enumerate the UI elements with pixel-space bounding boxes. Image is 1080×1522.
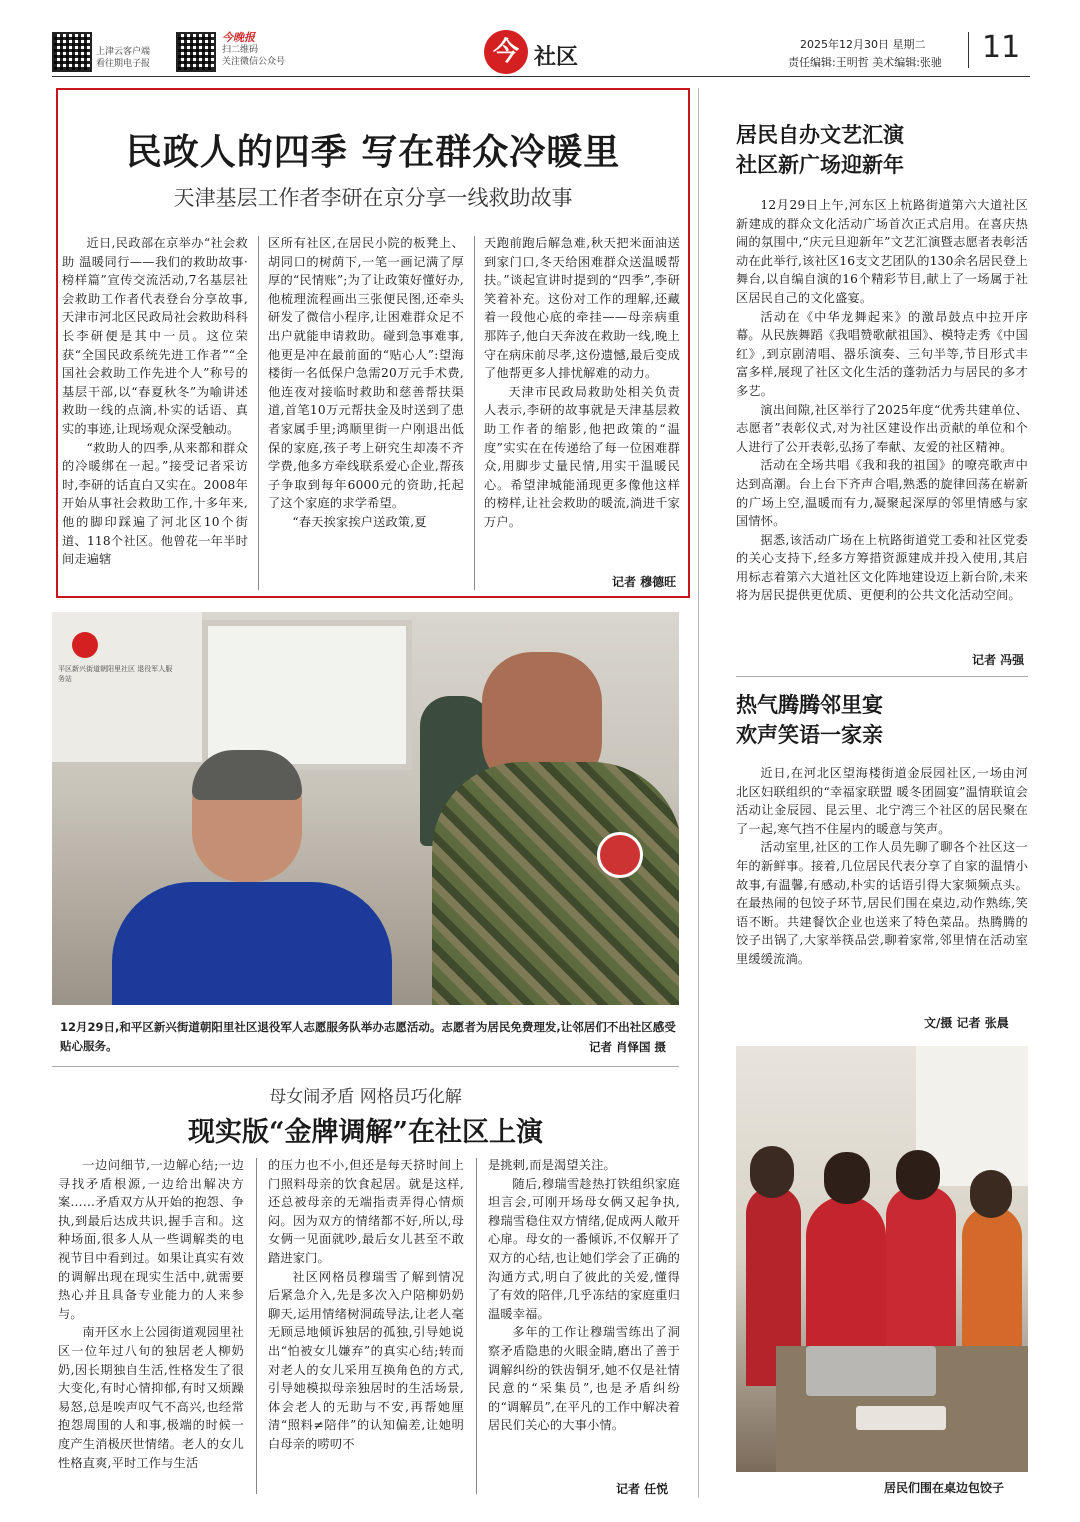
newspaper-logo: 今晚报 xyxy=(222,31,255,44)
section-name: 社区 xyxy=(534,45,579,70)
lead-article-byline: 记者 穆德旺 xyxy=(608,573,676,590)
barber-vest xyxy=(432,762,679,1005)
qr-app-caption: 上津云客户端 看往期电子报 xyxy=(96,47,151,69)
qr-wechat-caption: 今晚报 扫二维码 关注微信公众号 xyxy=(222,31,286,67)
editors-line: 责任编辑:王明哲 美术编辑:张驰 xyxy=(788,56,942,69)
lead-article-col-1: 近日,民政部在京举办“社会救助 温暖同行——我们的救助故事·榜样篇”宣传交流活动,7名基层社会救助工作者代表登台分享故事,天津市河北区民政局社会救助科科长李研便是其中一员。这位荣获“全国民政系统先进工作者”“全国社会救助工作先进个人”称号的基层干部,以“春夏秋冬”为喻讲述救助一线的点滴,朴实的话语、真实的事迹,让现场观众深受触动。 “救助人的四季,从来都和群众的冷暖绑在一起。”接受记者采访时,李研的话直白又实在。2008年开始从事社会救助工作,十多年来,他的脚印踩遍了河北区10个街道、118个社区。他曾花一年半时间走遍辖 xyxy=(62,236,248,567)
barber-photo-caption: 12月29日,和平区新兴街道朝阳里社区退役军人志愿服务队举办志愿活动。志愿者为居民免费理发,让邻居们不出社区感受贴心服务。 xyxy=(60,1020,676,1053)
lead-article-col-2: 区所有社区,在居民小院的板凳上、胡同口的树荫下,一笔一画记满了厚厚的“民情账”;为了让政策好懂好办,他梳理流程画出三张便民图,还牵头研发了微信小程序,让困难群众足不出户就能申请救助。碰到急事难事,他更是冲在最前面的“贴心人”:望海楼街一名低保户急需20万元手术费,他连夜对接临时救助和慈善帮扶渠道,首笔10万元帮扶金及时送到了患者家属手里;鸿顺里街一户刚退出低保的家庭,孩子考上研究生却凑不齐学费,他多方牵线联系爱心企业,帮孩子争取到每年6000元的资助,托起了这个家庭的求学希望。 “春天挨家挨户送政策,夏 xyxy=(268,236,464,529)
right-article1-body: 12月29日上午,河东区上杭路街道第六大道社区新建成的群众文化活动广场首次正式启用。在喜庆热闹的氛围中,“庆元旦迎新年”文艺汇演暨志愿者表彰活动在此举行,该社区16支文艺团队的130余名居民登上舞台,以自编自演的16个精彩节目,献上了一场属于社区居民自己的文化盛宴。 活动在《中华龙舞起来》的激昂鼓点中拉开序幕。从民族舞蹈《我唱赞歌献祖国》、模特走秀《中国红》,到京剧清唱、器乐演奏、三句半等,节目形式丰富多样,展现了社区文化生活的蓬勃活力与居民的多才多艺。 演出间隙,社区举行了2025年度“优秀共建单位、志愿者”表彰仪式,对为社区建设作出贡献的单位和个人进行了公开表彰,弘扬了奉献、友爱的社区精神。 活动在全场共唱《我和我的祖国》的嘹亮歌声中达到高潮。台上台下齐声合唱,熟悉的旋律回荡在崭新的广场上空,温暖而有力,凝聚起深厚的邻里情感与家国情怀。 据悉,该活动广场在上杭路街道党工委和社区党委的关心支持下,经多方筹措资源建成并投入使用,其启用标志着第六大道社区文化阵地建设迈上新台阶,未来将为居民提供更优质、更便利的公共文化活动空间。 xyxy=(736,198,1028,603)
barber-photo-credit: 记者 肖怿国 摄 xyxy=(583,1039,666,1055)
issue-date: 2025年12月30日 星期二 xyxy=(800,38,926,51)
bottom-article-title: 现实版“金牌调解”在社区上演 xyxy=(187,1117,544,1148)
barber-cape xyxy=(112,882,392,1005)
right-article2-byline: 文/摄 记者 张晨 xyxy=(924,1016,1009,1030)
lead-article-col-3: 天跑前跑后解急难,秋天把米面油送到家门口,冬天给困难群众送温暖帮扶。”谈起宣讲时提到的“四季”,李研笑着补充。这份对工作的理解,还藏着一段他心底的牵挂——母亲病重那阵子,他白天奔波在救助一线,晚上守在病床前尽孝,这份遗憾,最后变成了他帮更多人排忧解难的动力。 天津市民政局救助处相关负责人表示,李研的故事就是天津基层救助工作者的缩影,他把政策的“温度”实实在在传递给了每一位困难群众,用脚步丈量民情,用实干温暖民心。希望津城能涌现更多像他这样的榜样,让社会救助的暖流,淌进千家万户。 xyxy=(484,236,680,529)
dumplings-photo xyxy=(736,1046,1028,1472)
right-article2-body: 近日,在河北区望海楼街道金辰园社区,一场由河北区妇联组织的“幸福家联盟 暖冬团圆宴”温情联谊会活动让金辰园、昆云里、北宁湾三个社区的居民聚在了一起,寒气挡不住屋内的暖意与笑声。 活动室里,社区的工作人员先聊了聊各个社区这一年的新鲜事。接着,几位居民代表分享了自家的温情小故事,有温馨,有感动,朴实的话语引得大家频频点头。在最热闹的包饺子环节,居民们围在桌边,动作熟练,笑语不断。共建餐饮企业也送来了特色菜品。热腾腾的饺子出锅了,大家举筷品尝,聊着家常,邻里情在活动室里缓缓流淌。 xyxy=(736,766,1028,966)
qr-code-app[interactable] xyxy=(52,32,92,72)
bottom-article-col-2: 的压力也不小,但还是每天挤时间上门照料母亲的饮食起居。就是这样,还总被母亲的无端指责弄得心情烦闷。因为双方的情绪都不好,所以,母女俩一见面就吵,最后女儿甚至不敢踏进家门。 社区网格员穆瑞雪了解到情况后紧急介入,先是多次入户陪柳奶奶聊天,运用情绪树洞疏导法,让老人毫无顾忌地倾诉独居的孤独,引导她说出“怕被女儿嫌弃”的真实心结;转而对老人的女儿采用互换角色的方式,引导她模拟母亲独居时的生活场景,体会老人的无助与不安,再帮她厘清“照料≠陪伴”的认知偏差,让她明白母亲的唠叨不 xyxy=(268,1158,464,1451)
qr-code-wechat[interactable] xyxy=(176,32,216,72)
lead-article-subtitle: 天津基层工作者李研在京分享一线救助故事 xyxy=(173,186,573,210)
bottom-article-col-1: 一边问细节,一边解心结;一边寻找矛盾根源,一边给出解决方案……矛盾双方从开始的抱怨、争执,到最后达成共识,握手言和。这种场面,很多人从一些调解类的电视节目中看到过。如果让真实有效的调解出现在现实生活中,就需要热心并且具备专业能力的人来参与。 南开区水上公园街道观园里社区一位年过八旬的独居老人柳奶奶,因长期独自生活,性格发生了很大变化,有时心情抑郁,有时又烦躁易怒,总是唉声叹气不高兴,也经常抱怨周围的人和事,极端的时候一度产生消极厌世情绪。老人的女儿性格直爽,平时工作与生活 xyxy=(58,1158,244,1470)
volunteer-badge-icon xyxy=(597,832,643,878)
right-article1-byline: 记者 冯强 xyxy=(966,651,1024,668)
bottom-article-byline: 记者 任悦 xyxy=(616,1482,669,1496)
bottom-article-kicker: 母女闹矛盾 网格员巧化解 xyxy=(269,1087,462,1107)
bottom-article-col-3: 是挑剌,而是渴望关注。 随后,穆瑞雪趁热打铁组织家庭坦言会,可刚开场母女俩又起争执,穆瑞雪稳住双方情绪,促成两人敞开心扉。母女的一番倾诉,不仅解开了双方的心结,也让她们学会了正确的沟通方式,明白了彼此的关爱,懂得了有效的陪伴,几乎冻结的家庭重归温暖幸福。 多年的工作让穆瑞雪练出了洞察矛盾隐患的火眼金睛,磨出了善于调解纠纷的铁齿铜牙,她不仅是社情民意的“采集员”,也是矛盾纠纷的“调解员”,在平凡的工作中解决着居民们关心的大事小情。 xyxy=(488,1158,680,1433)
right-article1-title: 居民自办文艺汇演 社区新广场迎新年 xyxy=(736,122,904,177)
dumplings-photo-caption: 居民们围在桌边包饺子 xyxy=(884,1481,1005,1495)
barber-photo: 平区新兴街道朝阳里社区 退役军人服务站 xyxy=(52,612,679,1005)
lead-article-title: 民政人的四季 写在群众冷暖里 xyxy=(125,131,621,173)
right-article2-title: 热气腾腾邻里宴 欢声笑语一家亲 xyxy=(736,692,883,747)
section-logo-icon: 今 xyxy=(484,30,528,74)
page-number: 11 xyxy=(982,30,1021,65)
